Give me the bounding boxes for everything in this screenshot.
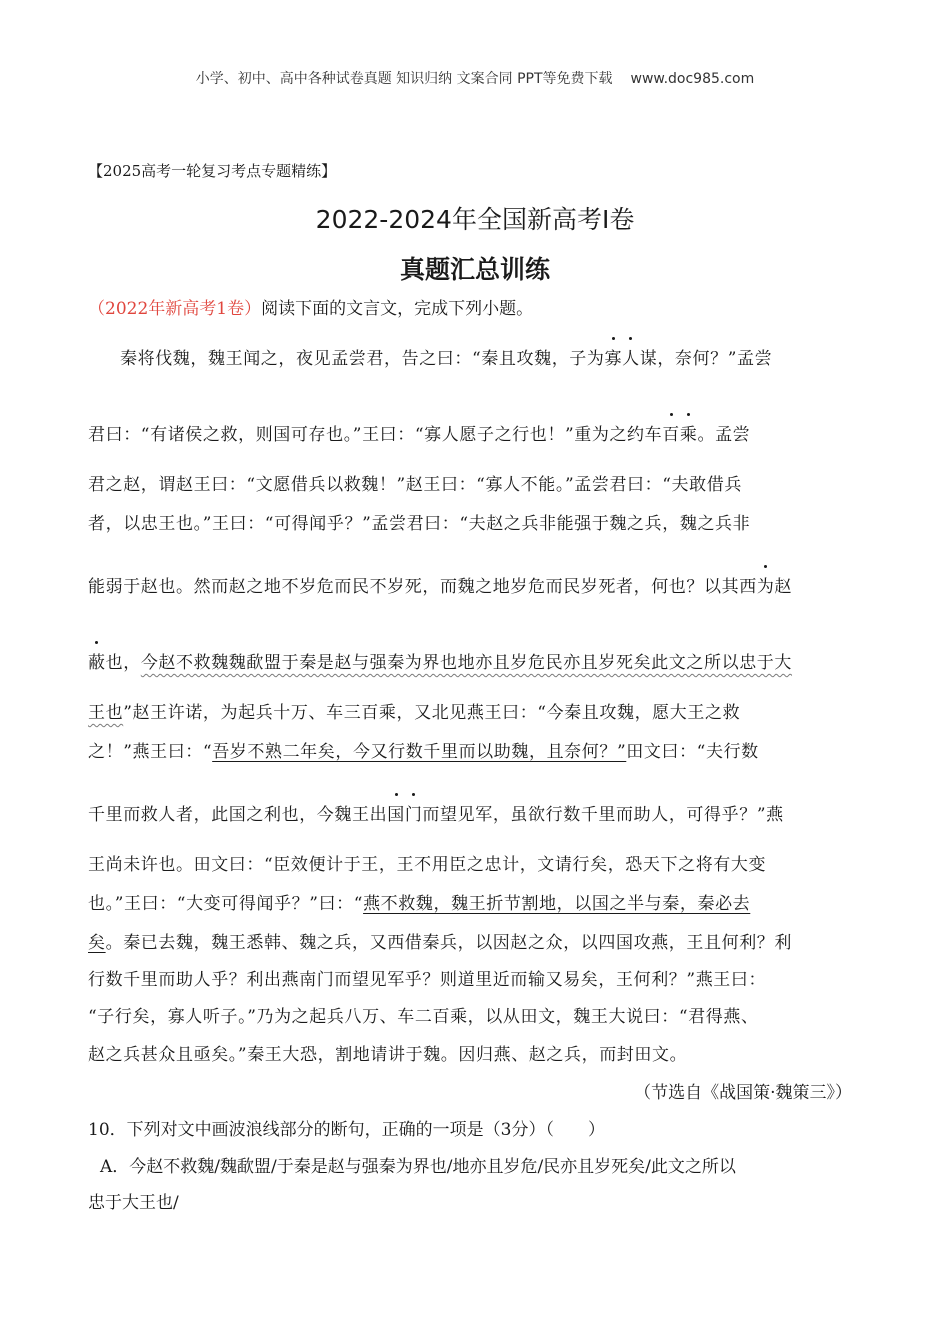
underlined-text: 燕不救魏，魏王折节割地，以国之半与秦，秦必去 <box>363 894 751 914</box>
text-seg: 也， <box>105 653 141 673</box>
text-seg: ”赵王许诺，为起兵十万、车三百乘，又北见燕王曰：“今秦且攻魏，愿大王之救 <box>123 703 741 723</box>
text-seg: 。孟尝 <box>697 425 751 445</box>
page-subtitle: 真题汇总训练 <box>399 255 550 284</box>
passage-line-5 <box>88 572 792 597</box>
passage-line-9 <box>88 800 784 825</box>
text-seg: 千里而救人者，此国之利也，今魏王出 <box>88 805 388 825</box>
dotted-char: 人 <box>622 344 640 369</box>
header-site[interactable]: www.doc985.com <box>630 71 755 87</box>
dotted-char: 乘 <box>680 420 698 445</box>
underlined-text: 矣 <box>88 933 106 953</box>
text-seg: 也。”王曰：“大变可得闻乎？”曰：“ <box>88 894 364 914</box>
text-seg: 。秦已去魏，魏王悉韩、魏之兵，又西借秦兵，以因赵之众，以四国攻燕，王且何利？利 <box>105 933 793 953</box>
text-seg: 秦将伐魏，魏王闻之，夜见孟尝君，告之曰：“秦且攻魏，子为 <box>120 349 605 369</box>
wavy-underlined-text: 今赵不救魏魏歃盟于秦是赵与强秦为界也地亦且岁危民亦且岁死矣此文之所以忠于大 <box>140 653 793 673</box>
passage-source: （节选自《战国策·魏策三》） <box>634 1083 852 1103</box>
passage-line-10: 王尚未许也。田文曰：“臣效便计于王，王不用臣之忠计，文请行矣，恐天下之将有大变 <box>88 855 767 875</box>
passage-line-12 <box>88 928 792 953</box>
passage-line-4: 者，以忠王也。”王曰：“可得闻乎？”孟尝君曰：“夫赵之兵非能强于魏之兵，魏之兵非 <box>88 514 751 534</box>
passage-line-14: “子行矣，寡人听子。”乃为之起兵八万、车二百乘，以从田文，魏王大说曰：“君得燕、 <box>88 1007 759 1027</box>
text-seg: 田文曰：“夫行数 <box>626 742 759 762</box>
dotted-char: 百 <box>662 420 680 445</box>
text-seg: 之！”燕王曰：“ <box>88 742 213 762</box>
passage-line-11 <box>88 889 750 914</box>
page-header <box>0 68 950 88</box>
page-title: 2022-2024年全国新高考Ⅰ卷 <box>315 205 635 234</box>
underlined-text: 吾岁不熟二年矣，今又行数千里而以助魏，且奈何？” <box>212 742 627 762</box>
passage-line-15: 赵之兵甚众且亟矣。”秦王大恐，割地请讲于魏。因归燕、赵之兵，而封田文。 <box>88 1045 688 1065</box>
passage-line-6 <box>88 648 792 673</box>
series-tag: 【2025高考一轮复习考点专题精练】 <box>88 162 337 180</box>
text-seg: 能弱于赵也。然而赵之地不岁危而民不岁死，而魏之地岁危而民岁死者，何也？以其西 <box>88 577 757 597</box>
dotted-char: 国 <box>387 800 405 825</box>
passage-line-1 <box>120 344 772 369</box>
dotted-char: 为 <box>757 572 775 597</box>
text-seg: 谋，奈何？”孟尝 <box>639 349 773 369</box>
dotted-char: 蔽 <box>88 648 106 673</box>
wavy-underlined-text: 王也 <box>88 703 124 723</box>
question-intro <box>88 294 533 319</box>
question-stem: 10．下列对文中画波浪线部分的断句，正确的一项是（3分）（ ） <box>88 1120 605 1140</box>
passage-line-3: 君之赵，谓赵王曰：“文愿借兵以救魏！”赵王曰：“寡人不能。”孟尝君曰：“夫敢借兵 <box>88 475 742 495</box>
passage-line-2 <box>88 420 750 445</box>
passage-line-8 <box>88 737 759 762</box>
passage-line-7 <box>88 698 740 723</box>
header-text: 小学、初中、高中各种试卷真题 知识归纳 文案合同 PPT等免费下载 <box>195 71 613 87</box>
exam-label: （2022年新高考1卷） <box>88 299 262 319</box>
option-a-line-2: 忠于大王也/ <box>88 1193 179 1213</box>
text-seg: 君曰：“有诸侯之救，则国可存也。”王曰：“寡人愿子之行也！”重为之约车 <box>88 425 663 445</box>
text-seg: 而望见军，虽欲行数千里而助人，可得乎？”燕 <box>422 805 784 825</box>
text-seg: 赵 <box>774 577 793 597</box>
dotted-char: 寡 <box>605 344 623 369</box>
intro-text: 阅读下面的文言文，完成下列小题。 <box>261 299 534 319</box>
option-a-line-1: A．今赵不救魏/魏歃盟/于秦是赵与强秦为界也/地亦且岁危/民亦且岁死矣/此文之所以 <box>100 1157 736 1177</box>
dotted-char: 门 <box>405 800 423 825</box>
passage-line-13: 行数千里而助人乎？利出燕南门而望见军乎？则道里近而输又易矣，王何利？”燕王曰： <box>88 970 767 990</box>
